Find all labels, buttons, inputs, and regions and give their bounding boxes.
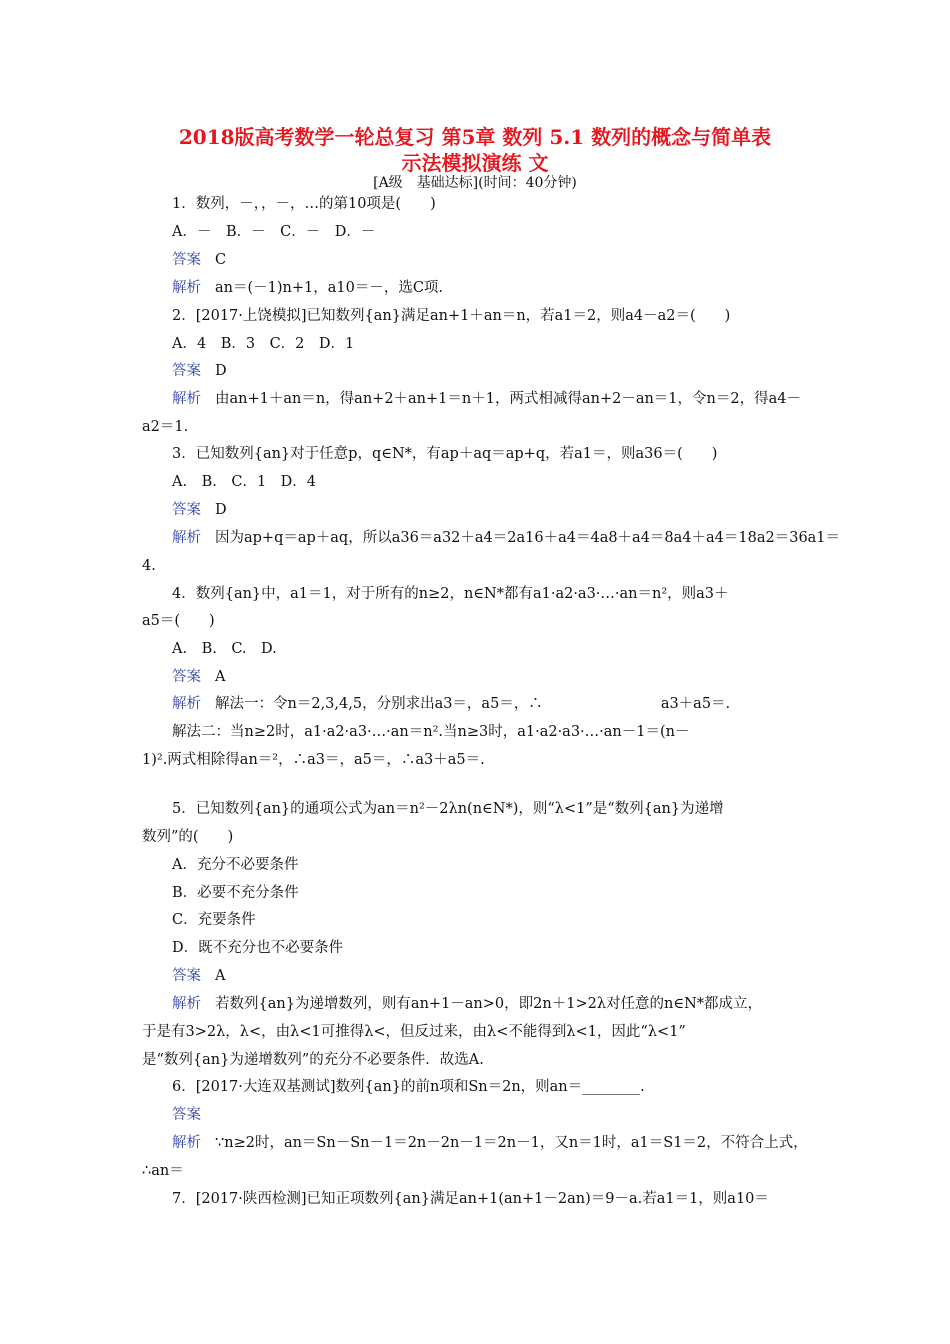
q7-stem: 7．[2017·陕西检测]已知正项数列{an}满足an+1(an+1－2an)＝9－a.若a1＝1，则a10＝	[172, 1191, 769, 1207]
document-title-line-1: 2018版高考数学一轮总复习 第5章 数列 5.1 数列的概念与简单表	[178, 125, 772, 149]
answer-label: 答案	[172, 363, 201, 379]
analysis-label: 解析	[172, 1135, 201, 1151]
q5-option-c: C．充要条件	[172, 912, 256, 928]
q5-analysis-text: 若数列{an}为递增数列，则有an+1－an>0，即2n＋1>2λ对任意的n∈N*都成立，	[215, 996, 763, 1012]
q5-stem: 5．已知数列{an}的通项公式为an＝n²－2λn(n∈N*)，则“λ<1”是“数列{an}为递增	[172, 801, 724, 817]
analysis-label: 解析	[172, 996, 201, 1012]
q3-answer-value: D	[215, 502, 227, 518]
q4-answer-value: A	[215, 669, 226, 685]
q1-answer	[172, 250, 226, 270]
q3-analysis-text: 因为ap+q＝ap＋aq，所以a36＝a32＋a4＝2a16＋a4＝4a8＋a4＝8a4＋a4＝18a2＝36a1＝	[215, 530, 841, 546]
q2-options: A．4 B．3 C．2 D．1	[172, 336, 355, 352]
q5-stem-cont: 数列”的( )	[142, 829, 234, 845]
q2-answer	[172, 361, 227, 381]
q6-stem: 6．[2017·大连双基测试]数列{an}的前n项和Sn＝2n，则an＝________.	[172, 1079, 645, 1095]
section-subtitle: [A级 基础达标](时间：40分钟)	[373, 175, 577, 191]
q5-answer	[172, 966, 225, 986]
answer-label: 答案	[172, 1107, 201, 1123]
q5-analysis-cont-1: 于是有3>2λ，λ<，由λ<1可推得λ<，但反过来，由λ<不能得到λ<1，因此“λ<1”	[142, 1024, 686, 1040]
q2-answer-value: D	[215, 363, 227, 379]
document-title-line-2: 示法模拟演练 文	[401, 151, 549, 175]
answer-label: 答案	[172, 968, 201, 984]
q1-options: A．－ B．－ C．－ D．－	[172, 224, 376, 240]
q5-option-b: B．必要不充分条件	[172, 885, 299, 901]
answer-label: 答案	[172, 502, 201, 518]
q6-analysis-cont: ∴an＝	[142, 1163, 184, 1179]
q4-analysis-text: 解法一：令n＝2,3,4,5，分别求出a3＝，a5＝，∴	[215, 696, 543, 712]
answer-label: 答案	[172, 669, 201, 685]
q6-answer	[172, 1105, 215, 1125]
q2-analysis-cont: a2＝1.	[142, 419, 189, 435]
analysis-label: 解析	[172, 391, 201, 407]
q5-analysis-cont-2: 是“数列{an}为递增数列”的充分不必要条件．故选A.	[142, 1052, 484, 1068]
q5-option-a: A．充分不必要条件	[172, 857, 299, 873]
q1-analysis-text: an＝(－1)n+1，a10＝－，选C项.	[215, 280, 444, 296]
analysis-label: 解析	[172, 530, 201, 546]
q3-options: A. B. C．1 D．4	[172, 474, 317, 490]
q1-analysis	[172, 278, 443, 298]
q2-analysis	[172, 389, 801, 409]
q6-analysis-text: ∵n≥2时，an＝Sn－Sn－1＝2n－2n－1＝2n－1，又n＝1时，a1＝S1＝2，不符合上式，	[215, 1135, 808, 1151]
q4-analysis-result: a3＋a5＝.	[660, 696, 731, 712]
analysis-label: 解析	[172, 696, 201, 712]
q4-analysis-method2-cont: 1)².两式相除得an＝²，∴a3＝，a5＝，∴a3＋a5＝.	[142, 752, 485, 768]
q4-analysis	[172, 694, 730, 714]
q1-answer-value: C	[215, 252, 227, 268]
q2-analysis-text: 由an+1＋an＝n，得an+2＋an+1＝n＋1，两式相减得an+2－an＝1，令n＝2，得a4－	[215, 391, 801, 407]
q5-analysis	[172, 994, 762, 1014]
q3-stem: 3．已知数列{an}对于任意p，q∈N*，有ap＋aq＝ap+q，若a1＝，则a36＝( )	[172, 446, 718, 462]
q4-stem: 4．数列{an}中，a1＝1，对于所有的n≥2，n∈N*都有a1·a2·a3·…·an＝n²，则a3＋	[172, 586, 729, 602]
answer-label: 答案	[172, 252, 201, 268]
q4-analysis-method2: 解法二：当n≥2时，a1·a2·a3·…·an＝n².当n≥3时，a1·a2·a3·…·an－1＝(n－	[172, 724, 690, 740]
q5-answer-value: A	[215, 968, 226, 984]
q5-option-d: D．既不充分也不必要条件	[172, 940, 344, 956]
q3-analysis-cont: 4.	[142, 558, 156, 574]
q1-stem: 1．数列，－，，－，…的第10项是( )	[172, 196, 436, 212]
q4-answer	[172, 667, 225, 687]
q2-stem: 2．[2017·上饶模拟]已知数列{an}满足an+1＋an＝n，若a1＝2，则a4－a2＝( )	[172, 308, 731, 324]
q3-answer	[172, 500, 227, 520]
q3-analysis	[172, 528, 840, 548]
analysis-label: 解析	[172, 280, 201, 296]
q6-analysis	[172, 1133, 808, 1153]
q4-stem-cont: a5＝( )	[142, 613, 215, 629]
q4-options: A. B. C. D.	[172, 641, 277, 657]
